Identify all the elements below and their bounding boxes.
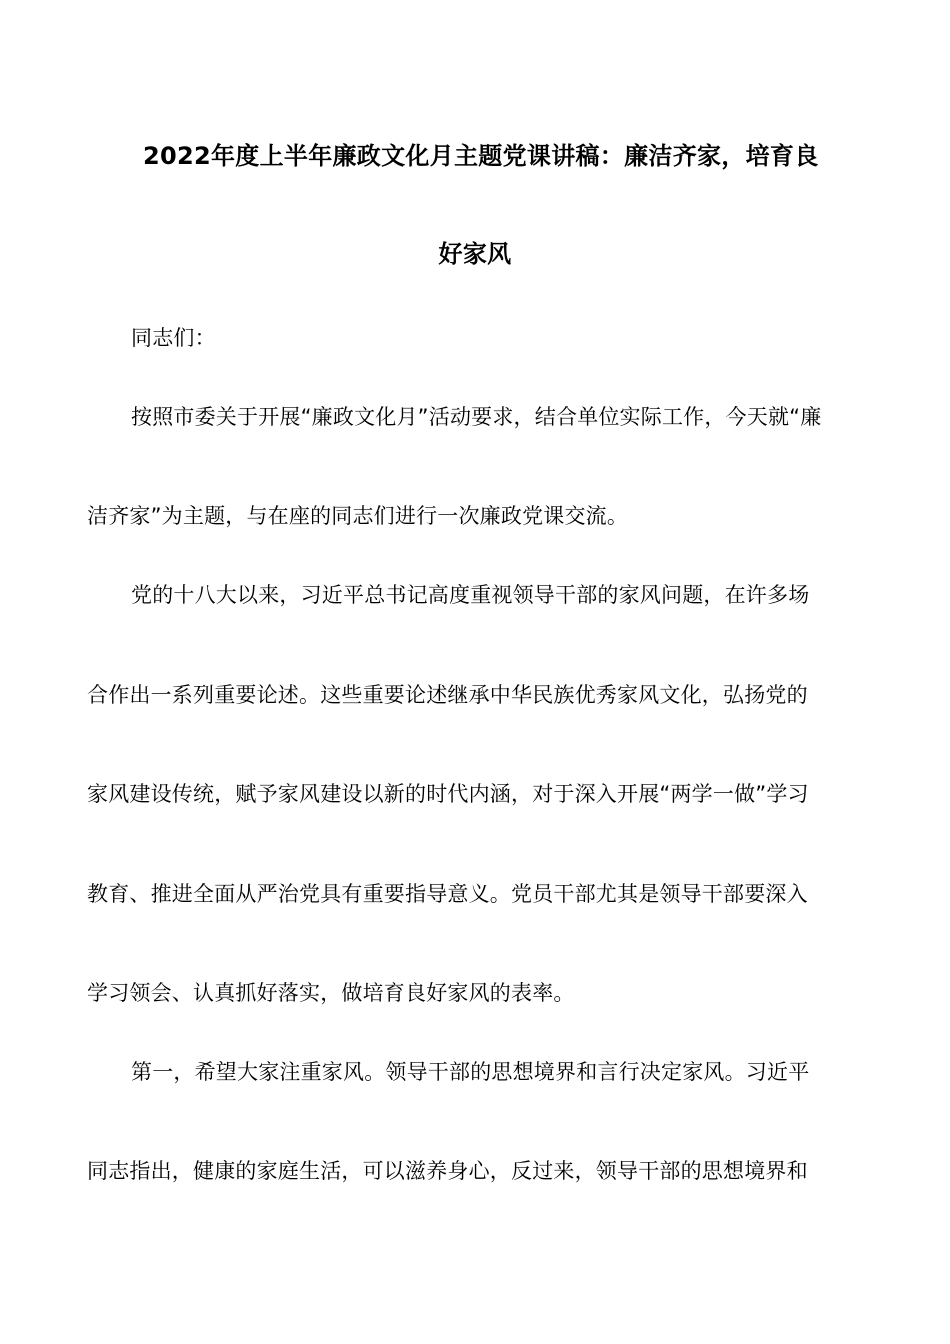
paragraph-line: 教育、推进全面从严治党具有重要指导意义。党员干部尤其是领导干部要深入 xyxy=(87,882,808,906)
salutation: 同志们： xyxy=(131,326,216,350)
paragraph-line: 学习领会、认真抓好落实，做培育良好家风的表率。 xyxy=(87,981,575,1005)
paragraph-line: 按照市委关于开展“廉政文化月”活动要求，结合单位实际工作，今天就“廉 xyxy=(131,405,822,429)
paragraph-line: 洁齐家”为主题，与在座的同志们进行一次廉政党课交流。 xyxy=(87,504,629,528)
paragraph-line: 合作出一系列重要论述。这些重要论述继承中华民族优秀家风文化，弘扬党的 xyxy=(87,683,808,707)
document-title-line-2: 好家风 xyxy=(438,240,512,268)
paragraph-line: 同志指出，健康的家庭生活，可以滋养身心，反过来，领导干部的思想境界和 xyxy=(87,1159,808,1183)
paragraph-line: 家风建设传统，赋予家风建设以新的时代内涵，对于深入开展“两学一做”学习 xyxy=(87,782,809,806)
document-title-line-1: 2022年度上半年廉政文化月主题党课讲稿：廉洁齐家，培育良 xyxy=(143,142,819,170)
paragraph-line: 党的十八大以来，习近平总书记高度重视领导干部的家风问题，在许多场 xyxy=(131,583,810,607)
paragraph-line: 第一，希望大家注重家风。领导干部的思想境界和言行决定家风。习近平 xyxy=(131,1060,810,1084)
